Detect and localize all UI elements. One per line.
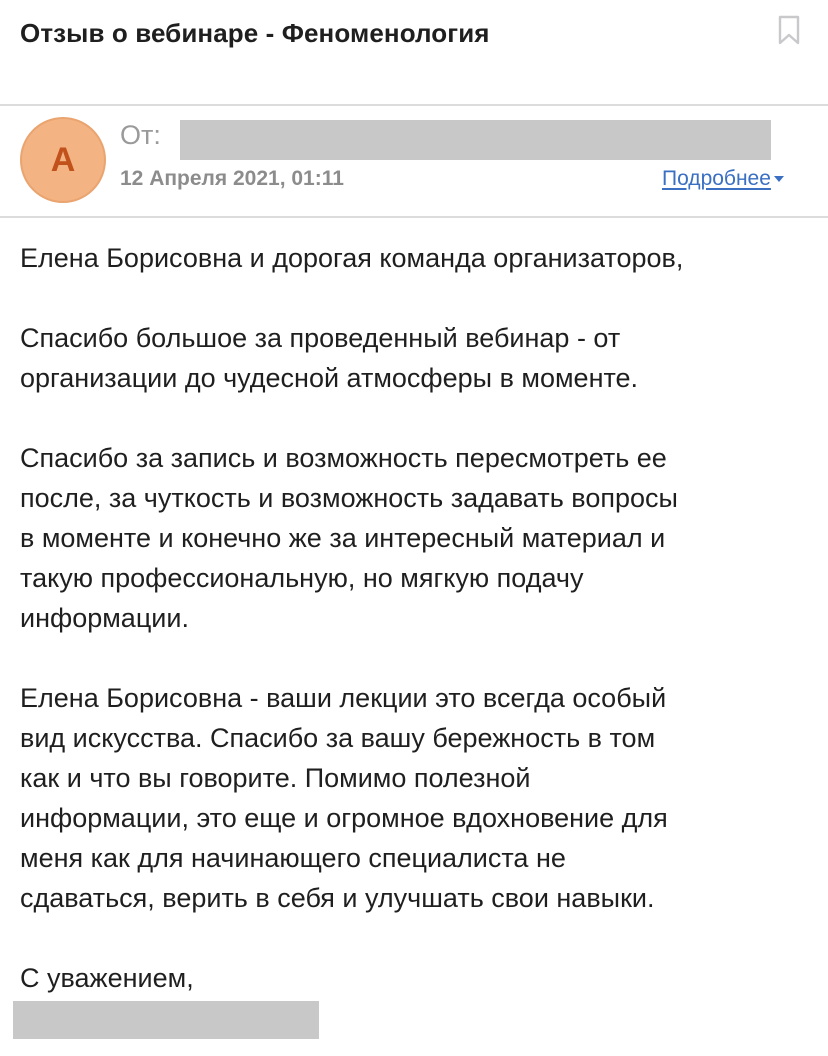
header-divider (0, 104, 828, 106)
subject-bar (0, 0, 828, 104)
closing: С уважением, (20, 963, 194, 993)
email-date: 12 Апреля 2021, 01:11 (120, 167, 344, 190)
meta-divider (0, 216, 828, 218)
chevron-down-icon[interactable] (774, 176, 784, 182)
details-label[interactable]: Подробнее (662, 167, 771, 190)
signature-redacted (13, 1001, 319, 1039)
bookmark-icon[interactable] (776, 14, 802, 46)
from-label: От: (120, 120, 161, 150)
sender-address-redacted (180, 120, 771, 160)
body-paragraph: Спасибо за запись и возможность пересмотреть ее после, за чуткость и возможность задавать вопросы в моменте и конечно же за интересный материал и такую профессиональную, но мягкую подачу информации. (20, 443, 678, 633)
email-subject: Отзыв о вебинаре - Феноменология (20, 18, 490, 48)
body-paragraph: Спасибо большое за проведенный вебинар - от организации до чудесной атмосферы в моменте. (20, 323, 639, 393)
details-link[interactable] (662, 167, 784, 191)
email-body (20, 238, 810, 998)
body-paragraph: Елена Борисовна - ваши лекции это всегда особый вид искусства. Спасибо за вашу бережность в том как и что вы говорите. Помимо полезной информации, это еще и огромное вдохновение для меня как для начинающего специалиста не сдаваться, верить в себя и улучшать свои навыки. (20, 683, 668, 913)
sender-avatar[interactable]: А (20, 117, 106, 203)
greeting: Елена Борисовна и дорогая команда организаторов, (20, 243, 684, 273)
